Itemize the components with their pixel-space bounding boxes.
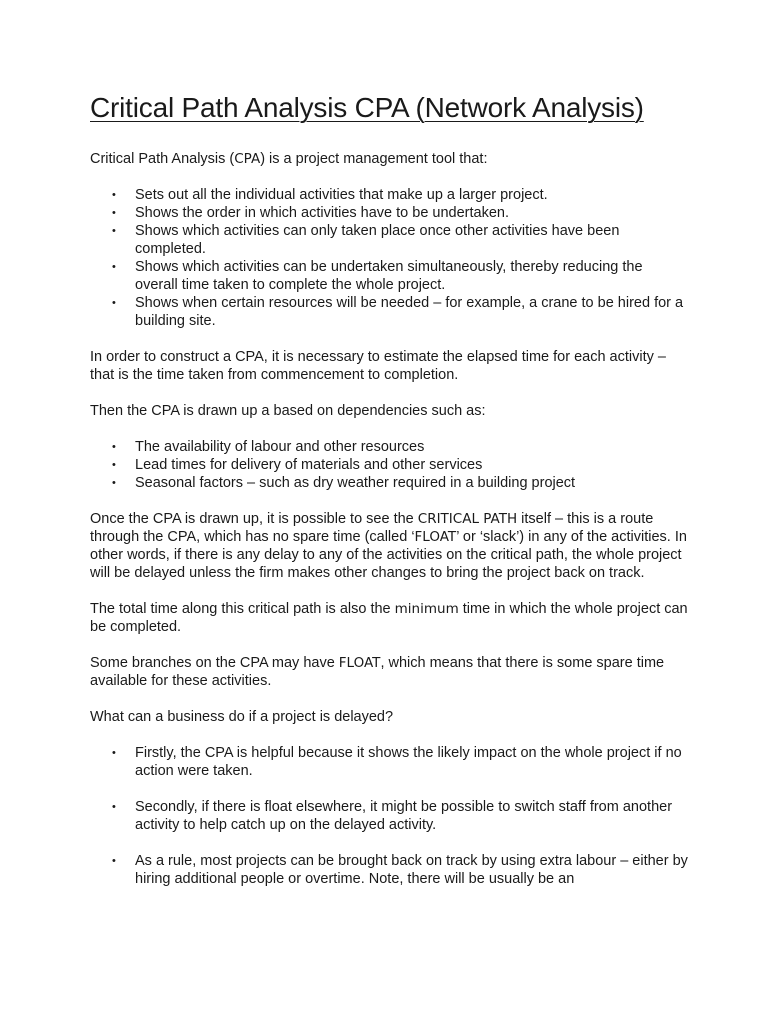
- list-item: • Seasonal factors – such as dry weather required in a building project: [90, 474, 688, 492]
- float-paragraph: Some branches on the CPA may have FLOAT, which means that there is some spare time available for these activities.: [90, 655, 665, 689]
- list-item: • Secondly, if there is float elsewhere, it might be possible to switch staff from another activity to help catch up on the delayed activity.: [90, 798, 688, 834]
- construct-paragraph: In order to construct a CPA, it is necessary to estimate the elapsed time for each activity – that is the time taken from commencement to completion.: [90, 349, 666, 383]
- list-item: • Shows which activities can only taken place once other activities have been completed.: [90, 222, 688, 258]
- critical-path-paragraph: Once the CPA is drawn up, it is possible to see the CRITICAL PATH itself – this is a route through the CPA, which has no spare time (called ‘FLOAT’ or ‘slack’) in any of the activities. In other words, if there is any delay to any of the activities on the critical path, the whole project will be delayed unless the firm makes other changes to bring the project back on track.: [90, 511, 687, 581]
- intro-paragraph: Critical Path Analysis (CPA) is a project management tool that:: [90, 151, 488, 167]
- term-critical-path: CRITICAL PATH: [417, 511, 518, 527]
- term-float: FLOAT: [414, 529, 457, 545]
- list-item: • Sets out all the individual activities that make up a larger project.: [90, 186, 688, 204]
- cpa-features-list: [90, 186, 688, 330]
- delay-actions-list: [90, 744, 688, 888]
- list-item: • Shows the order in which activities have to be undertaken.: [90, 204, 688, 222]
- term-float: FLOAT: [338, 655, 381, 671]
- list-item: • Shows when certain resources will be needed – for example, a crane to be hired for a building site.: [90, 294, 688, 330]
- dependencies-paragraph: Then the CPA is drawn up a based on dependencies such as:: [90, 403, 486, 419]
- list-item: • Lead times for delivery of materials and other services: [90, 456, 688, 474]
- page-title: Critical Path Analysis CPA (Network Analysis): [90, 92, 644, 123]
- term-cpa: CPA: [234, 151, 261, 167]
- list-item: • Shows which activities can be undertaken simultaneously, thereby reducing the overall time taken to complete the whole project.: [90, 258, 688, 294]
- term-minimum: minimum: [394, 601, 459, 617]
- list-item: • As a rule, most projects can be brought back on track by using extra labour – either by hiring additional people or overtime. Note, there will be usually be an: [90, 852, 688, 888]
- list-item: • Firstly, the CPA is helpful because it shows the likely impact on the whole project if no action were taken.: [90, 744, 688, 780]
- dependencies-list: [90, 438, 688, 492]
- list-item: • The availability of labour and other resources: [90, 438, 688, 456]
- minimum-time-paragraph: The total time along this critical path is also the minimum time in which the whole project can be completed.: [90, 601, 688, 635]
- question-heading: What can a business do if a project is delayed?: [90, 709, 394, 725]
